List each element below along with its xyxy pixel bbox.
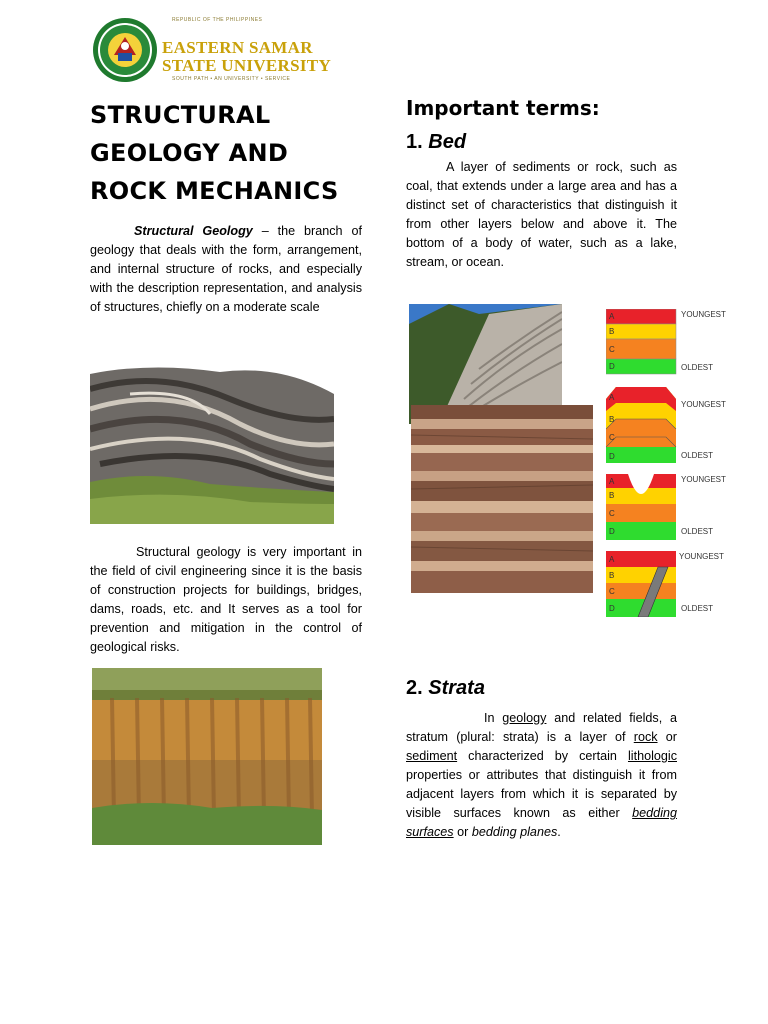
youngest-label: YOUNGEST <box>679 552 724 561</box>
layer-label-c: C <box>609 433 615 442</box>
bedding-planes-text: bedding planes <box>471 825 558 839</box>
layer-label-d: D <box>609 452 615 461</box>
university-name-line2: STATE UNIVERSITY <box>162 56 332 75</box>
oldest-label: OLDEST <box>681 363 714 372</box>
layer-label-b: B <box>609 327 615 336</box>
term-bed-number: 1. <box>406 131 423 153</box>
page-title <box>90 96 370 210</box>
title-line-2: GEOLOGY AND <box>90 139 289 167</box>
youngest-label: YOUNGEST <box>681 310 726 319</box>
oldest-label: OLDEST <box>681 604 714 613</box>
strata-text-part: In <box>484 711 503 725</box>
link-bedding-surfaces[interactable]: bedding surfaces <box>406 806 677 839</box>
oldest-label: OLDEST <box>681 451 714 460</box>
structural-geology-importance <box>90 543 362 657</box>
university-name <box>162 39 332 75</box>
layer-label-a: A <box>609 477 615 486</box>
strata-text-part: properties or attributes that distinguish it from adjacent layers from which it is separated by visible surfaces known as either <box>406 768 677 820</box>
layer-label-d: D <box>609 362 615 371</box>
soil-profile-photo <box>92 668 322 845</box>
university-name-line1: EASTERN SAMAR <box>162 38 313 57</box>
layer-label-d: D <box>609 527 615 536</box>
layer-label-a: A <box>609 393 615 402</box>
layer-label-c: C <box>609 587 615 596</box>
structural-geology-definition <box>90 222 362 317</box>
strata-diagram-horizontal <box>606 309 751 379</box>
link-rock[interactable]: rock <box>633 730 658 744</box>
layer-label-b: B <box>609 415 615 424</box>
importance-text: Structural geology is very important in the field of civil engineering since it is the basis of construction projects for buildings, bridges, dams, roads, etc. and It serves as a tool for prevention and mitigation in the control of geological risks. <box>90 545 362 654</box>
university-motto: SOUTH PATH • AN UNIVERSITY • SERVICE <box>172 76 291 82</box>
republic-line: REPUBLIC OF THE PHILIPPINES <box>172 17 263 23</box>
folded-rock-photo <box>90 364 334 524</box>
layered-sandstone-photo <box>411 405 593 593</box>
link-geology[interactable]: geology <box>502 711 547 725</box>
term-strata-number: 2. <box>406 677 423 699</box>
link-sediment[interactable]: sediment <box>406 749 458 763</box>
university-seal-logo <box>92 17 158 83</box>
layer-label-c: C <box>609 345 615 354</box>
strata-text-part: or <box>657 730 677 744</box>
oldest-label: OLDEST <box>681 527 714 536</box>
strata-text-part: and related fields, a stratum (plural: strata) is a layer of <box>406 711 677 744</box>
term-bed-definition <box>406 158 677 272</box>
strata-text-part: or <box>453 825 472 839</box>
term-strata-word: Strata <box>428 677 485 699</box>
link-lithologic[interactable]: lithologic <box>627 749 677 763</box>
layer-label-a: A <box>609 555 615 564</box>
term-strata-definition <box>406 709 677 842</box>
term-bed-word: Bed <box>428 131 467 153</box>
title-line-3: ROCK MECHANICS <box>90 177 339 205</box>
definition-term: Structural Geology <box>134 224 253 238</box>
layer-label-d: D <box>609 604 615 613</box>
title-line-1: STRUCTURAL <box>90 101 271 129</box>
bed-definition-text: A layer of sediments or rock, such as coal, that extends under a large area and has a distinct set of characteristics that distinguish it from other layers below and above it. The bottom of a body of water, such as a lake, stream, or ocean. <box>406 160 677 269</box>
term-strata-heading <box>406 677 485 700</box>
layer-label-a: A <box>609 312 615 321</box>
strata-diagram-eroded <box>606 474 751 544</box>
strata-diagram-intrusion <box>606 551 751 621</box>
layer-label-b: B <box>609 571 615 580</box>
strata-text-part: . <box>557 825 561 839</box>
youngest-label: YOUNGEST <box>681 400 726 409</box>
youngest-label: YOUNGEST <box>681 475 726 484</box>
definition-text: – the branch of geology that deals with the form, arrangement, and internal structure of rocks, and especially with the description representation, and analysis of structures, chiefly on a moderate scale <box>90 224 362 314</box>
term-bed-heading <box>406 131 466 154</box>
strata-diagram-folded <box>606 385 751 461</box>
layer-label-c: C <box>609 509 615 518</box>
strata-text-part: characterized by certain <box>457 749 628 763</box>
important-terms-heading: Important terms: <box>406 96 600 120</box>
layer-label-b: B <box>609 491 615 500</box>
